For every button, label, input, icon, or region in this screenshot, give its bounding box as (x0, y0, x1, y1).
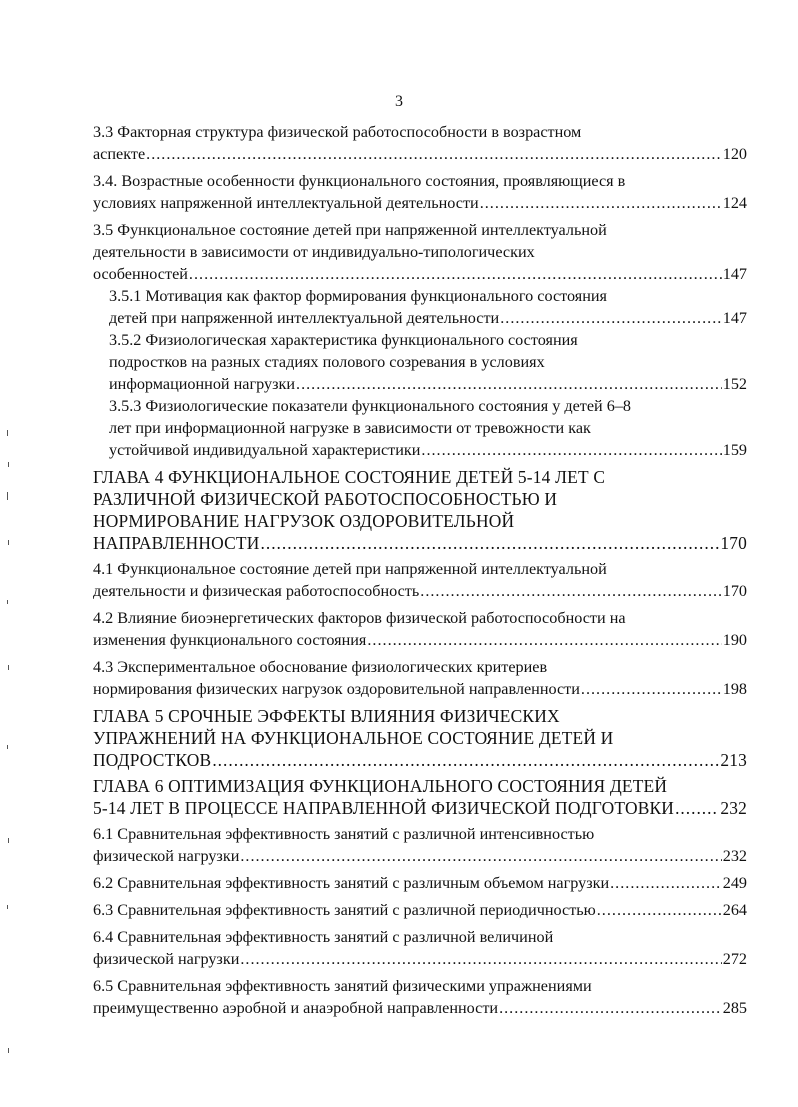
dot-leader (480, 192, 722, 214)
toc-entry-text: лет при информационной нагрузке в зависимости от тревожности как (109, 419, 591, 437)
toc-page-number: 272 (722, 950, 747, 968)
toc-chapter-4 (93, 466, 747, 554)
dot-leader (240, 845, 721, 867)
toc-entry-text: ГЛАВА 5 СРОЧНЫЕ ЭФФЕКТЫ ВЛИЯНИЯ ФИЗИЧЕСКИХ (93, 706, 560, 726)
toc-entry-3-3 (93, 121, 747, 165)
toc-entry-6-4 (93, 926, 747, 970)
toc-entry-text: деятельности в зависимости от индивидуально-типологических (93, 243, 535, 261)
toc-chapter-5 (93, 705, 747, 771)
toc-page-number: 190 (722, 631, 747, 649)
toc-entry-text: 3.3 Факторная структура физической работоспособности в возрастном (93, 123, 582, 141)
toc-page-number: 147 (722, 265, 747, 283)
toc-entry-text: 6.4 Сравнительная эффективность занятий с различной величиной (93, 928, 554, 946)
toc-entry-text: 3.4. Возрастные особенности функционального состояния, проявляющиеся в (93, 172, 626, 190)
toc-page-number: 232 (720, 798, 747, 818)
toc-entry-text: 4.3 Экспериментальное обоснование физиологических критериев (93, 658, 548, 676)
scan-artifact (8, 665, 9, 670)
dot-leader (189, 263, 722, 285)
scan-artifact (8, 838, 9, 843)
scan-artifact (7, 492, 8, 500)
dot-leader (367, 629, 721, 651)
toc-entry-text: 5-14 ЛЕТ В ПРОЦЕССЕ НАПРАВЛЕННОЙ ФИЗИЧЕСКОЙ ПОДГОТОВКИ (93, 798, 675, 818)
toc-entry-text: УПРАЖНЕНИЙ НА ФУНКЦИОНАЛЬНОЕ СОСТОЯНИЕ ДЕТЕЙ И (93, 728, 614, 748)
dot-leader (499, 997, 722, 1019)
toc-entry-text: изменения функционального состояния (93, 631, 367, 649)
toc-entry-text: нормирования физических нагрузок оздоровительной направленности (93, 680, 580, 698)
dot-leader (420, 580, 721, 602)
dot-leader (597, 899, 722, 921)
toc-entry-text: 6.3 Сравнительная эффективность занятий с различной периодичностью (93, 901, 596, 919)
toc-page-number: 264 (722, 901, 747, 919)
toc-entry-6-5 (93, 975, 747, 1019)
dot-leader (240, 948, 721, 970)
toc-entry-6-1 (93, 823, 747, 867)
toc-entry-text: подростков на разных стадиях полового созревания в условиях (109, 353, 545, 371)
toc-entry-text: аспекте (93, 145, 146, 163)
toc-entry-3-5-1 (93, 285, 747, 329)
toc-entry-4-1 (93, 558, 747, 602)
dot-leader (675, 797, 719, 819)
toc-page-number: 124 (722, 194, 747, 212)
toc-page-number: 232 (722, 847, 747, 865)
dot-leader (500, 307, 722, 329)
scan-artifact (7, 600, 8, 604)
toc-page-number: 159 (722, 441, 747, 459)
toc-page-number: 120 (722, 145, 747, 163)
scan-artifact (8, 540, 9, 545)
scan-artifact (7, 745, 8, 749)
dot-leader (296, 373, 722, 395)
toc-entry-text: преимущественно аэробной и анаэробной направленности (93, 999, 499, 1017)
dot-leader (581, 678, 722, 700)
toc-entry-text: 6.1 Сравнительная эффективность занятий с различной интенсивностью (93, 825, 595, 843)
toc-entry-text: условиях напряженной интеллектуальной деятельности (93, 194, 479, 212)
toc-page-number: 249 (722, 874, 747, 892)
toc-entry-text: НОРМИРОВАНИЕ НАГРУЗОК ОЗДОРОВИТЕЛЬНОЙ (93, 511, 515, 531)
toc-entry-3-5-3 (93, 395, 747, 461)
toc-entry-text: 6.5 Сравнительная эффективность занятий физическими упражнениями (93, 977, 592, 995)
toc-entry-4-2 (93, 607, 747, 651)
toc-entry-text: информационной нагрузки (109, 375, 296, 393)
toc-entry-6-3 (93, 899, 747, 921)
toc-entry-text: ПОДРОСТКОВ (93, 750, 212, 770)
toc-entry-text: РАЗЛИЧНОЙ ФИЗИЧЕСКОЙ РАБОТОСПОСОБНОСТЬЮ И (93, 489, 558, 509)
toc-entry-4-3 (93, 656, 747, 700)
toc-entry-text: устойчивой индивидуальной характеристики (109, 441, 421, 459)
toc-entry-6-2 (93, 872, 747, 894)
toc-entry-text: 3.5.3 Физиологические показатели функционального состояния у детей 6–8 (109, 397, 632, 415)
toc-page-number: 198 (722, 680, 747, 698)
dot-leader (421, 439, 721, 461)
toc-entry-text: 6.2 Сравнительная эффективность занятий с различным объемом нагрузки (93, 874, 610, 892)
toc-page-number: 170 (720, 533, 747, 553)
toc-page-number: 147 (722, 309, 747, 327)
toc-entry-text: НАПРАВЛЕННОСТИ (93, 533, 260, 553)
dot-leader (212, 749, 719, 771)
toc-entry-3-5-2 (93, 329, 747, 395)
dot-leader (146, 143, 722, 165)
toc-entry-text: физической нагрузки (93, 950, 240, 968)
toc-page-number: 152 (722, 375, 747, 393)
scan-artifact (8, 1048, 9, 1053)
page-number: 3 (395, 93, 403, 110)
toc-entry-text: ГЛАВА 4 ФУНКЦИОНАЛЬНОЕ СОСТОЯНИЕ ДЕТЕЙ 5-14 ЛЕТ С (93, 467, 606, 487)
toc-entry-text: ГЛАВА 6 ОПТИМИЗАЦИЯ ФУНКЦИОНАЛЬНОГО СОСТОЯНИЯ ДЕТЕЙ (93, 776, 668, 796)
toc-chapter-6 (93, 775, 747, 819)
toc-entry-text: 4.1 Функциональное состояние детей при напряженной интеллектуальной (93, 560, 607, 578)
table-of-contents (93, 121, 747, 1024)
dot-leader (261, 532, 720, 554)
toc-entry-3-5 (93, 219, 747, 285)
toc-page-number: 170 (722, 582, 747, 600)
toc-entry-text: 3.5.2 Физиологическая характеристика функционального состояния (109, 331, 578, 349)
toc-page-number: 213 (720, 750, 747, 770)
toc-entry-text: физической нагрузки (93, 847, 240, 865)
toc-entry-text: 4.2 Влияние биоэнергетических факторов физической работоспособности на (93, 609, 626, 627)
toc-page-number: 285 (722, 999, 747, 1017)
toc-entry-text: 3.5.1 Мотивация как фактор формирования функционального состояния (109, 287, 607, 305)
toc-entry-text: детей при напряженной интеллектуальной деятельности (109, 309, 500, 327)
toc-entry-text: особенностей (93, 265, 188, 283)
dot-leader (610, 872, 722, 894)
toc-entry-text: 3.5 Функциональное состояние детей при напряженной интеллектуальной (93, 221, 607, 239)
toc-entry-3-4 (93, 170, 747, 214)
scan-artifact (8, 462, 9, 467)
toc-entry-text: деятельности и физическая работоспособность (93, 582, 420, 600)
scan-artifact (7, 430, 8, 436)
scan-artifact (7, 905, 8, 909)
